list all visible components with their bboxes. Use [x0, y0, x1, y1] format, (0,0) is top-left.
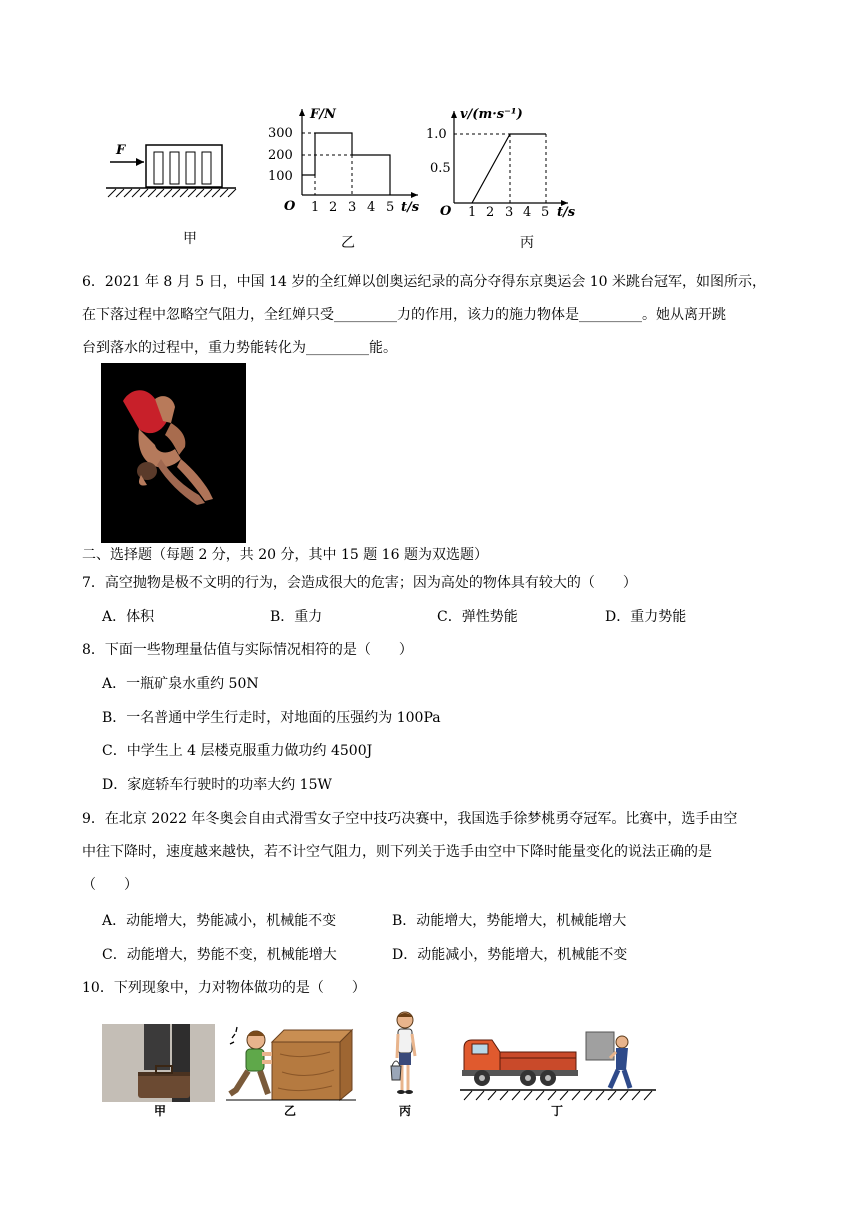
x-tick-1: 1 [468, 205, 477, 220]
q10-caption-ding: 丁 [550, 1104, 563, 1118]
x-tick-5: 5 [541, 205, 550, 220]
x-tick-4: 4 [367, 200, 376, 215]
x-tick-3: 3 [505, 205, 514, 220]
q10-caption-jia: 甲 [153, 1104, 166, 1118]
diver-figure [101, 363, 246, 543]
y-tick-100: 100 [268, 169, 293, 184]
caption-yi: 乙 [341, 235, 355, 251]
q6-line-2: 在下落过程中忽略空气阻力，全红婵只受_________力的作用，该力的施力物体是_________。她从离开跳 [82, 307, 726, 323]
figure-bing [420, 105, 580, 223]
x-tick-4: 4 [523, 205, 532, 220]
y-tick-0-5: 0.5 [430, 161, 451, 176]
x-tick-2: 2 [329, 200, 338, 215]
x-tick-1: 1 [311, 200, 320, 215]
q8-stem: 8．下面一些物理量估值与实际情况相符的是（ ） [82, 642, 413, 658]
standing-boy-cartoon [385, 1010, 425, 1102]
q10-picture-jia [102, 1024, 215, 1102]
x-axis-label: t/s [401, 200, 420, 215]
x-tick-2: 2 [486, 205, 495, 220]
q8-option-b[interactable]: B．一名普通中学生行走时，对地面的压强约为 100Pa [102, 710, 441, 726]
q10-caption-bing: 丙 [398, 1104, 411, 1118]
q8-option-d[interactable]: D．家庭轿车行驶时的功率大约 15W [102, 777, 332, 793]
q7-option-d[interactable]: D．重力势能 [605, 609, 687, 625]
section-heading: 二、选择题（每题 2 分，共 20 分，其中 15 题 16 题为双选题） [82, 547, 488, 563]
q9-line-1: 9．在北京 2022 年冬奥会自由式滑雪女子空中技巧决赛中，我国选手徐梦桃勇夺冠军。比赛中，选手由空 [82, 811, 738, 827]
diver-photo [101, 363, 246, 543]
q9-line-3: （ ） [82, 877, 138, 893]
q9-option-c[interactable]: C．动能增大，势能不变，机械能增大 [102, 947, 337, 963]
q8-option-c[interactable]: C．中学生上 4 层楼克服重力做功约 4500J [102, 743, 373, 759]
q7-option-b[interactable]: B．重力 [270, 609, 323, 625]
q9-line-2: 中往下降时，速度越来越快，若不计空气阻力，则下列关于选手由空中下降时能量变化的说法正确的是 [82, 844, 712, 860]
q9-option-d[interactable]: D．动能减小，势能增大，机械能不变 [392, 947, 628, 963]
truck-carrying-cartoon [460, 1028, 658, 1102]
q9-option-b[interactable]: B．动能增大，势能增大，机械能增大 [392, 913, 627, 929]
pushing-box-cartoon [222, 1024, 357, 1102]
suitcase-photo [102, 1024, 215, 1102]
y-tick-1-0: 1.0 [426, 127, 447, 142]
origin-label: O [440, 204, 452, 219]
origin-label: O [284, 199, 296, 214]
q7-option-a[interactable]: A．体积 [102, 609, 155, 625]
q6-line-3: 台到落水的过程中，重力势能转化为_________能。 [82, 340, 397, 356]
q9-option-a[interactable]: A．动能增大，势能减小，机械能不变 [102, 913, 337, 929]
q10-stem: 10．下列现象中，力对物体做功的是（ ） [82, 980, 366, 996]
y-tick-200: 200 [268, 148, 293, 163]
x-axis-label: t/s [557, 205, 576, 220]
q10-caption-yi: 乙 [283, 1104, 296, 1118]
q6-line-1: 6．2021 年 8 月 5 日，中国 14 岁的全红婵以创奥运纪录的高分夺得东京奥运会 10 米跳台冠军，如图所示， [82, 274, 767, 290]
force-label-f: F [116, 143, 126, 158]
q7-option-c[interactable]: C．弹性势能 [437, 609, 518, 625]
caption-bing: 丙 [520, 235, 534, 251]
caption-jia: 甲 [183, 231, 197, 247]
figure-jia [100, 135, 240, 205]
q10-picture-yi [222, 1024, 357, 1102]
q10-picture-bing [385, 1010, 425, 1102]
question-9 [82, 803, 782, 902]
y-axis-label: v/(m·s⁻¹) [460, 107, 523, 122]
figure-yi [260, 105, 430, 220]
x-tick-5: 5 [386, 200, 395, 215]
x-tick-3: 3 [348, 200, 357, 215]
y-axis-label: F/N [310, 107, 336, 122]
q7-stem: 7．高空抛物是极不文明的行为，会造成很大的危害；因为高处的物体具有较大的（ ） [82, 575, 637, 591]
q10-picture-ding [460, 1028, 658, 1102]
q8-option-a[interactable]: A．一瓶矿泉水重约 50N [102, 676, 259, 692]
question-6 [82, 266, 782, 365]
y-tick-300: 300 [268, 126, 293, 141]
